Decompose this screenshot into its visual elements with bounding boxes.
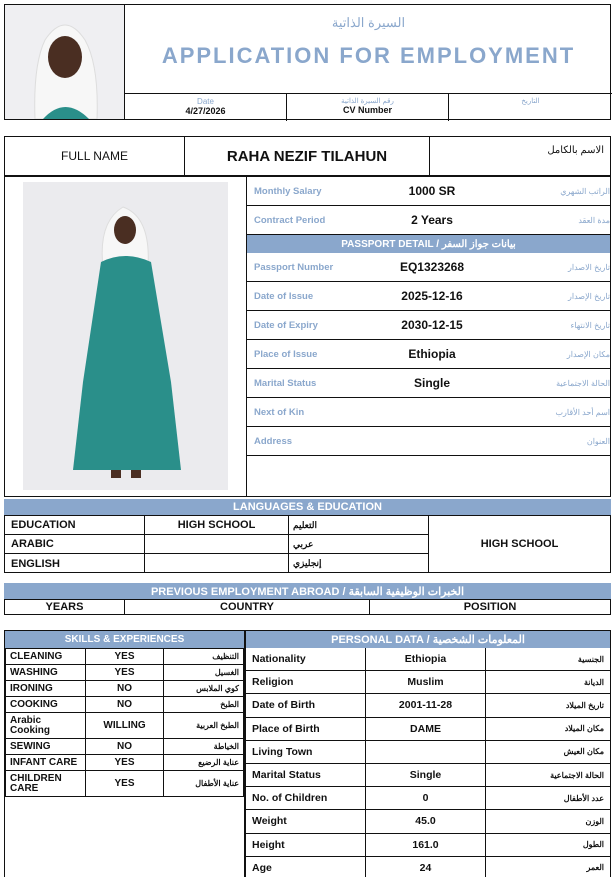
- personal-label: Age: [246, 857, 366, 877]
- passport-label: Passport Number: [254, 261, 334, 273]
- personal-label-ar: عدد الأطفال: [563, 793, 604, 803]
- skill-value: NO: [86, 697, 164, 713]
- personal-value: 24: [366, 857, 486, 877]
- personal-row: [246, 764, 610, 787]
- passport-label-ar: تاريخ الانتهاء: [570, 320, 610, 330]
- passport-row: [247, 253, 610, 282]
- skill-label-ar: الطبخ العربية: [164, 713, 244, 739]
- skill-value: NO: [86, 739, 164, 755]
- passport-value: EQ1323268: [399, 260, 465, 274]
- personal-table: [246, 648, 610, 877]
- passport-value: Single: [413, 376, 450, 390]
- personal-label: Religion: [246, 671, 366, 693]
- skills-table: [5, 648, 244, 797]
- personal-row: [246, 834, 610, 857]
- education-summary: HIGH SCHOOL: [480, 538, 559, 550]
- language-row: [5, 516, 428, 535]
- passport-label-ar: مكان الإصدار: [566, 349, 610, 359]
- language-row: [5, 554, 428, 573]
- passport-rows: [247, 253, 610, 456]
- cv-label: CV Number: [342, 105, 392, 115]
- passport-label: Place of Issue: [254, 348, 318, 360]
- contract-row: [247, 177, 610, 206]
- personal-value: 161.0: [366, 834, 486, 856]
- skill-label-ar: عناية الرضيع: [164, 755, 244, 771]
- header-arabic-title: السيرة الذاتية: [331, 15, 406, 30]
- employment-header-row: [4, 599, 611, 615]
- personal-label-ar: الجنسية: [577, 654, 604, 664]
- employment-title: PREVIOUS EMPLOYMENT ABROAD / الخبرات الوظيفية السابقة: [4, 583, 611, 599]
- header-box: [4, 4, 611, 120]
- contract-label: Monthly Salary: [254, 185, 322, 197]
- skill-label-ar: عناية الأطفال: [164, 771, 244, 797]
- languages-block: [4, 515, 611, 573]
- page-title: APPLICATION FOR EMPLOYMENT: [161, 43, 576, 68]
- languages-title: LANGUAGES & EDUCATION: [4, 499, 611, 515]
- language-value: HIGH SCHOOL: [145, 516, 289, 534]
- full-name-value: RAHA NEZIF TILAHUN: [185, 137, 430, 175]
- date-label: Date: [197, 97, 214, 106]
- full-name-label: FULL NAME: [5, 137, 185, 175]
- skill-label: CHILDREN CARE: [6, 771, 86, 797]
- personal-label: No. of Children: [246, 787, 366, 809]
- personal-label: Place of Birth: [246, 718, 366, 740]
- date-cell: [125, 94, 287, 121]
- personal-row: [246, 810, 610, 833]
- personal-label-ar: الوزن: [585, 816, 604, 826]
- personal-label-ar: مكان العيش: [563, 747, 604, 757]
- skill-label: Arabic Cooking: [6, 713, 86, 739]
- language-label: EDUCATION: [5, 516, 145, 534]
- passport-label-ar: العنوان: [586, 436, 610, 446]
- skill-label-ar: الغسيل: [164, 665, 244, 681]
- contract-label-ar: مدة العقد: [578, 215, 610, 225]
- contract-value: 1000 SR: [408, 184, 456, 198]
- date-ar-cell: [449, 94, 612, 121]
- header-meta-row: [125, 93, 612, 121]
- passport-title: PASSPORT DETAIL / بيانات جواز السفر: [247, 235, 610, 253]
- personal-label-ar: مكان الميلاد: [564, 724, 604, 734]
- contract-rows: [247, 177, 610, 235]
- contract-value: 2 Years: [411, 213, 453, 227]
- passport-label: Date of Issue: [254, 290, 314, 302]
- skill-label: WASHING: [6, 665, 86, 681]
- passport-row: [247, 369, 610, 398]
- contract-row: [247, 206, 610, 235]
- skill-label-ar: الطبخ: [164, 697, 244, 713]
- personal-row: [246, 671, 610, 694]
- full-name-label-ar: الاسم بالكامل: [547, 145, 604, 156]
- skill-value: YES: [86, 665, 164, 681]
- language-value: [145, 554, 289, 573]
- skill-label-ar: كوي الملابس: [164, 681, 244, 697]
- skill-row: [6, 665, 244, 681]
- language-label: ARABIC: [5, 535, 145, 553]
- skill-row: [6, 713, 244, 739]
- personal-title: PERSONAL DATA / المعلومات الشخصية: [246, 631, 610, 648]
- personal-value: 0: [366, 787, 486, 809]
- personal-label: Weight: [246, 810, 366, 832]
- personal-row: [246, 694, 610, 717]
- passport-label: Marital Status: [254, 377, 317, 389]
- skill-row: [6, 771, 244, 797]
- personal-value: Single: [366, 764, 486, 786]
- date-label-ar: التاريخ: [521, 98, 540, 105]
- skill-label: CLEANING: [6, 649, 86, 665]
- portrait-photo: [5, 5, 125, 119]
- personal-label-ar: تاريخ الميلاد: [565, 700, 604, 710]
- personal-label-ar: الطول: [582, 840, 604, 850]
- language-label-ar: إنجليزي: [293, 558, 322, 568]
- passport-value: 2030-12-15: [401, 318, 463, 332]
- language-value: [145, 535, 289, 553]
- personal-row: [246, 857, 610, 877]
- languages-table: [5, 516, 429, 572]
- personal-value: Ethiopia: [366, 648, 486, 670]
- date-value: 4/27/2026: [185, 106, 226, 116]
- skill-value: NO: [86, 681, 164, 697]
- skill-row: [6, 755, 244, 771]
- skill-label-ar: التنظيف: [164, 649, 244, 665]
- personal-label-ar: العمر: [586, 863, 604, 873]
- language-label: ENGLISH: [5, 554, 145, 573]
- personal-label: Date of Birth: [246, 694, 366, 716]
- passport-value: 2025-12-16: [401, 289, 463, 303]
- personal-row: [246, 787, 610, 810]
- personal-row: [246, 648, 610, 671]
- personal-value: 2001-11-28: [366, 694, 486, 716]
- contract-label-ar: الراتب الشهري: [560, 186, 610, 196]
- personal-row: [246, 718, 610, 741]
- language-label-ar: عربي: [293, 538, 314, 549]
- skill-row: [6, 681, 244, 697]
- personal-label-ar: الحالة الاجتماعية: [550, 770, 604, 780]
- skill-label: COOKING: [6, 697, 86, 713]
- personal-label: Marital Status: [246, 764, 366, 786]
- skill-row: [6, 739, 244, 755]
- cv-cell: [287, 94, 449, 121]
- personal-label: Height: [246, 834, 366, 856]
- personal-value: DAME: [366, 718, 486, 740]
- details-table: [246, 177, 610, 496]
- skill-row: [6, 649, 244, 665]
- skill-label-ar: الخياطة: [164, 739, 244, 755]
- passport-row: [247, 398, 610, 427]
- skill-value: YES: [86, 649, 164, 665]
- personal-label: Nationality: [246, 648, 366, 670]
- personal-value: 45.0: [366, 810, 486, 832]
- personal-label-ar: الديانة: [583, 677, 604, 687]
- personal-row: [246, 741, 610, 764]
- skills-title: SKILLS & EXPERIENCES: [5, 631, 244, 648]
- personal-value: Muslim: [366, 671, 486, 693]
- skill-label: INFANT CARE: [6, 755, 86, 771]
- employment-col-position: POSITION: [463, 601, 517, 613]
- skill-label: IRONING: [6, 681, 86, 697]
- cv-label-ar: رقم السيرة الذاتية: [341, 98, 394, 105]
- passport-label: Address: [254, 435, 293, 447]
- passport-label: Date of Expiry: [254, 319, 318, 331]
- passport-row: [247, 340, 610, 369]
- employment-col-years: YEARS: [5, 600, 125, 614]
- skill-value: YES: [86, 755, 164, 771]
- passport-label: Next of Kin: [254, 406, 305, 418]
- full-body-photo: [23, 182, 228, 490]
- personal-value: [366, 741, 486, 763]
- language-label-ar: التعليم: [293, 519, 317, 530]
- employment-col-country: COUNTRY: [125, 600, 370, 614]
- skills-block: [4, 630, 245, 877]
- passport-label-ar: تاريخ الإصدار: [567, 291, 610, 301]
- passport-label-ar: الحالة الاجتماعية: [556, 378, 610, 388]
- passport-label-ar: تاريخ الاصدار: [567, 262, 610, 272]
- skill-value: WILLING: [86, 713, 164, 739]
- contract-label: Contract Period: [254, 214, 326, 226]
- passport-value: Ethiopia: [408, 347, 456, 361]
- passport-row: [247, 427, 610, 456]
- passport-label-ar: اسم أحد الأقارب: [555, 407, 610, 417]
- passport-row: [247, 311, 610, 340]
- personal-block: [245, 630, 611, 877]
- skill-value: YES: [86, 771, 164, 797]
- skill-label: SEWING: [6, 739, 86, 755]
- details-block: [4, 176, 611, 497]
- language-row: [5, 535, 428, 554]
- passport-row: [247, 282, 610, 311]
- name-row: [4, 136, 611, 176]
- skill-row: [6, 697, 244, 713]
- personal-label: Living Town: [246, 741, 366, 763]
